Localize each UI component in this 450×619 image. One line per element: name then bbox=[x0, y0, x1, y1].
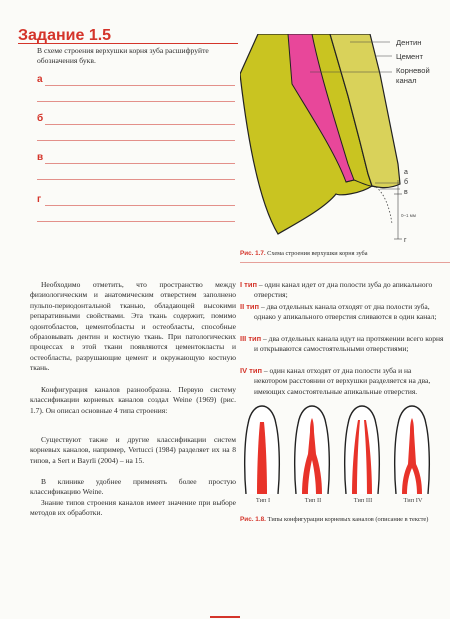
label-v: в bbox=[404, 189, 408, 196]
type-label-3: III тип bbox=[240, 334, 262, 343]
answer-line-v[interactable] bbox=[45, 163, 235, 164]
figure-1-8-caption-text: Типы конфигурации корневых каналов (описание в тексте) bbox=[267, 516, 429, 523]
footer-accent-line bbox=[210, 616, 240, 618]
label-canal-line2: канал bbox=[396, 76, 417, 85]
paragraph-3: Существуют также и другие классификации систем корневых каналов, например, Vertucci (1984) разделяет их на 8 типов, а Sert и Bayrli (2004) – на 15. bbox=[30, 435, 236, 465]
tooth-type-1 bbox=[245, 406, 280, 494]
type-text-3: – два отдельных канала идут на протяжении всего корня и открываются самостоятельными отверстиями; bbox=[254, 334, 444, 354]
task-title-rule bbox=[18, 43, 238, 44]
figure-separator bbox=[240, 262, 450, 263]
tooth-label-4: Тип IV bbox=[403, 497, 423, 504]
label-a: а bbox=[404, 169, 408, 176]
task-instruction: В схеме строения верхушки корня зуба расшифруйте обозначения букв. bbox=[37, 46, 209, 65]
figure-1-8-caption bbox=[240, 516, 445, 524]
tooth-type-4 bbox=[395, 406, 430, 494]
answer-line-b[interactable] bbox=[45, 124, 235, 125]
label-dentin: Дентин bbox=[396, 38, 422, 47]
answer-letter-a: а bbox=[37, 74, 43, 85]
answer-letter-b: б bbox=[37, 113, 44, 124]
tooth-label-2: Тип II bbox=[304, 497, 322, 504]
paragraph-1: Необходимо отметить, что пространство между физиологическим и анатомическим отверстием заполнено пульпо-периодонтальной тканью, обладающей высокими репаративными свойствами. Эта ткань содержит, помимо одонтобластов, цементобласты и остеобласты, способные образовывать дентин и костную ткань. При патологических процессах в этой ткани появляются цементокласты и остеобласты, разрушающие цемент и окружающую костную ткань. bbox=[30, 280, 236, 373]
label-cement: Цемент bbox=[396, 52, 423, 61]
tooth-type-3 bbox=[345, 406, 380, 494]
type-text-2: – два отдельных канала отходят от дна полости зуба, однако у апикального отверстия сливаются в один канал; bbox=[254, 302, 437, 322]
type-label-4: IV тип bbox=[240, 366, 262, 375]
type-item-3 bbox=[240, 334, 445, 355]
paragraph-2: Конфигурация каналов разнообразна. Первую систему классификации корневых каналов создал Weine (1969) (рис. 1.7). Он описал основные 4 типа строения: bbox=[30, 385, 236, 415]
answer-line-a-2[interactable] bbox=[37, 101, 235, 102]
figure-1-8-number: Рис. 1.8. bbox=[240, 516, 266, 523]
answer-line-v-2[interactable] bbox=[37, 179, 235, 180]
answer-line-a[interactable] bbox=[45, 85, 235, 86]
figure-1-7-caption bbox=[240, 250, 440, 258]
type-item-4 bbox=[240, 366, 445, 397]
answer-letter-v: в bbox=[37, 152, 44, 163]
label-b: б bbox=[404, 179, 409, 186]
type-label-1: I тип bbox=[240, 280, 257, 289]
type-text-1: – один канал идет от дна полости зуба до апикального отверстия; bbox=[254, 280, 433, 300]
answer-line-g[interactable] bbox=[45, 205, 235, 206]
root-apex-diagram bbox=[240, 34, 440, 249]
figure-1-7-caption-text: Схема строения верхушки корня зуба bbox=[267, 250, 368, 257]
figure-1-7-number: Рис. 1.7. bbox=[240, 250, 266, 257]
tooth-label-1: Тип I bbox=[255, 497, 271, 504]
type-item-2 bbox=[240, 302, 445, 323]
paragraph-5: Знание типов строения каналов имеет значение при выборе методов их обработки. bbox=[30, 498, 236, 518]
task-title: Задание 1.5 bbox=[18, 27, 112, 44]
answer-letter-g: г bbox=[37, 194, 42, 205]
tooth-label-3: Тип III bbox=[353, 497, 373, 504]
label-g: г bbox=[404, 237, 407, 244]
answer-line-g-2[interactable] bbox=[37, 221, 235, 222]
answer-line-b-2[interactable] bbox=[37, 140, 235, 141]
type-item-1 bbox=[240, 280, 445, 301]
type-text-4: – один канал отходят от дна полости зуба и на некотором расстоянии от верхушки разделяется на два, имеющих самостоятельные апикальные отверстия. bbox=[254, 366, 431, 396]
tooth-type-2 bbox=[295, 406, 330, 494]
scale-label: 0–1 мм bbox=[401, 213, 416, 218]
paragraph-4: В клинике удобнее применять более простую классификацию Weine. bbox=[30, 477, 236, 497]
type-label-2: II тип bbox=[240, 302, 260, 311]
dotted-contour bbox=[376, 187, 392, 224]
label-canal-line1: Корневой bbox=[396, 66, 430, 75]
canal-types-diagram bbox=[240, 402, 445, 494]
